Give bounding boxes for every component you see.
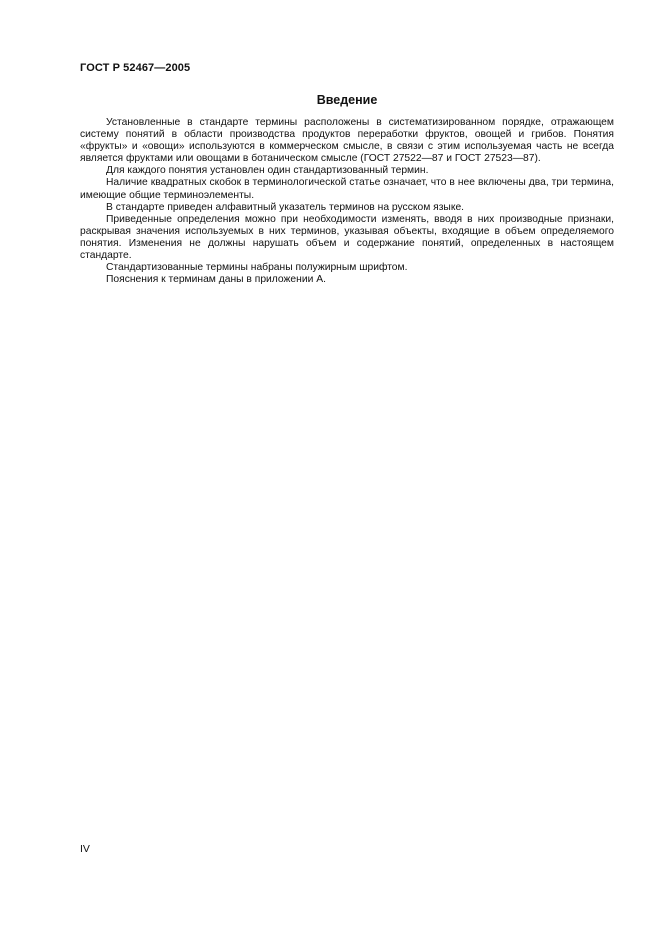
section-title: Введение [316,93,378,107]
standard-code: ГОСТ Р 52467—2005 [80,62,191,74]
paragraph-7: Пояснения к терминам даны в приложении А. [106,274,326,286]
paragraph-1: Установленные в стандарте термины расположены в систематизированном порядке, отражающем систему понятий в области производства продуктов переработки фруктов, овощей и грибов. Понятия «фрукты» и «овощи» используются в коммерческом смысле, в связи с этим используемая часть не всегда является фруктами или овощами в ботаническом смысле (ГОСТ 27522—87 и ГОСТ 27523—87). [80,117,614,165]
paragraph-5: Приведенные определения можно при необходимости изменять, вводя в них производные признаки, раскрывая значения используемых в них терминов, указывая объекты, входящие в объем определяемого понятия. Изменения не должны нарушать объем и содержание понятий, определенных в настоящем стандарте. [80,213,614,262]
paragraph-2: Для каждого понятия установлен один стандартизованный термин. [106,165,429,177]
introduction-body [80,117,614,286]
page-number: IV [80,843,90,855]
paragraph-3: Наличие квадратных скобок в терминологической статье означает, что в нее включены два, три термина, имеющие общие терминоэлементы. [80,177,614,201]
paragraph-4: В стандарте приведен алфавитный указатель терминов на русском языке. [106,201,465,213]
paragraph-6: Стандартизованные термины набраны полужирным шрифтом. [106,262,408,274]
